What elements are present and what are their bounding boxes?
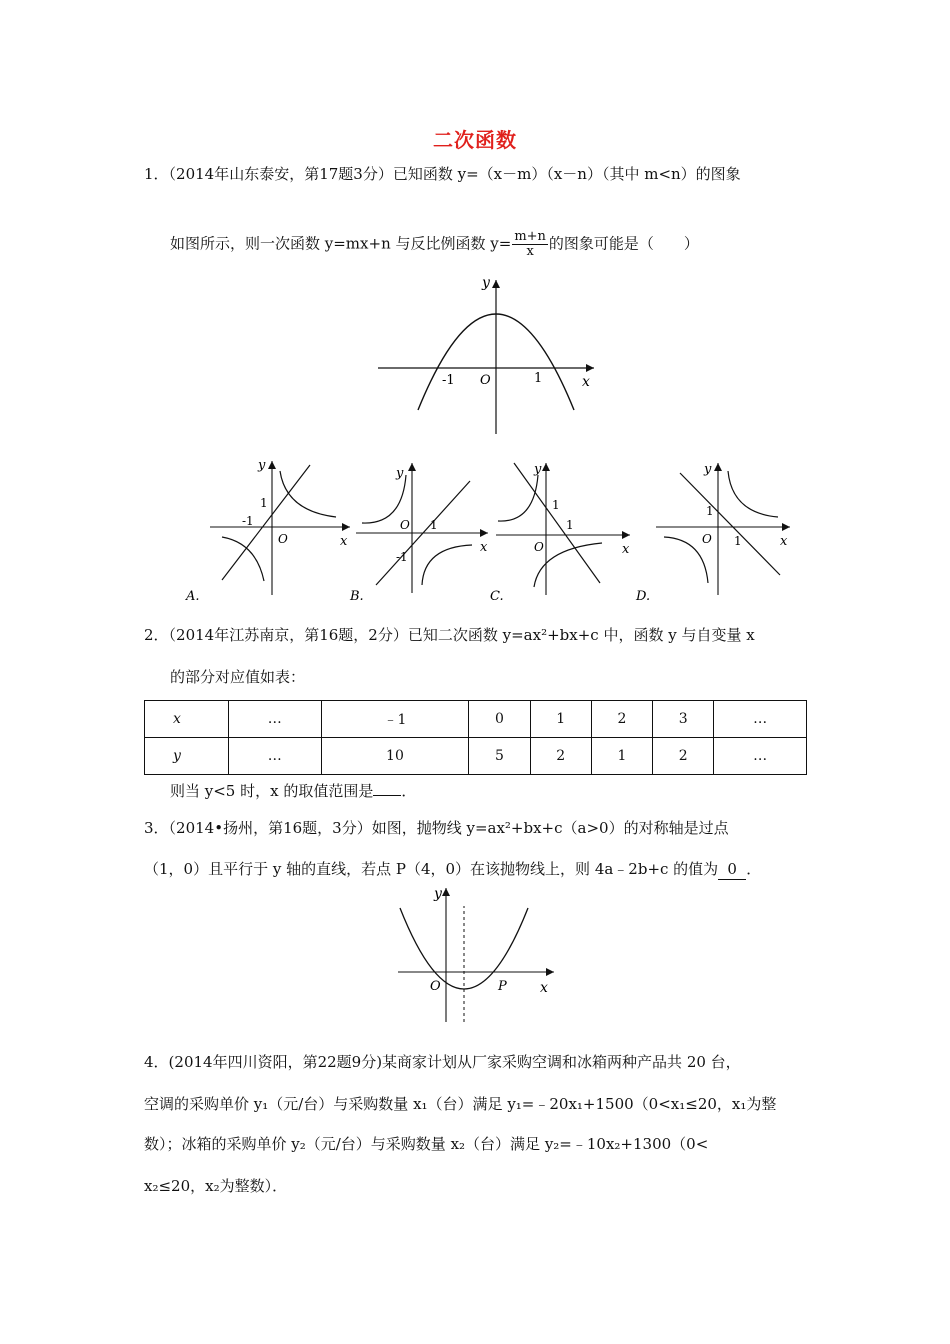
- q1-line1: 1．（2014年山东泰安，第17题3分）已知函数 y=（x－m）（x－n）（其中 m<n）的图象: [144, 165, 741, 183]
- q3-parabola-graph: [392, 880, 562, 1025]
- q1-line2-pre: 如图所示，则一次函数 y=mx+n 与反比例函数 y=: [170, 234, 512, 253]
- q3-line2-post: ．: [746, 860, 762, 878]
- q4-line3: 数）；冰箱的采购单价 y₂（元/台）与采购数量 x₂（台）满足 y₂=﹣10x₂+1300（0<: [144, 1135, 709, 1153]
- q4-line4: x₂≤20，x₂为整数）．: [144, 1177, 288, 1195]
- q3-line2-pre: （1，0）且平行于 y 轴的直线，若点 P（4，0）在该抛物线上，则 4a﹣2b+c 的值为: [144, 860, 719, 878]
- table-cell: …: [229, 738, 322, 775]
- table-cell: y: [145, 738, 229, 775]
- q3-line1: 3．（2014•扬州，第16题，3分）如图，抛物线 y=ax²+bx+c（a>0）的对称轴是过点: [144, 819, 729, 837]
- q1-d-letter: D.: [636, 589, 651, 604]
- q1-d-x: x: [780, 534, 788, 549]
- q2-answer-post: ．: [401, 782, 417, 800]
- table-cell: ﹣1: [321, 701, 469, 738]
- q1-b-y: y: [396, 466, 404, 481]
- table-cell: 0: [469, 701, 530, 738]
- table-cell: x: [145, 701, 229, 738]
- q3-x-label: x: [540, 980, 548, 996]
- q3-line2: [144, 859, 761, 880]
- q1-line2-post: 的图象可能是（ ）: [548, 234, 699, 253]
- q1-a-l2: -1: [242, 514, 254, 528]
- q1-frac-den: x: [526, 244, 534, 259]
- q3-point-p: P: [498, 979, 507, 994]
- table-cell: 2: [530, 738, 591, 775]
- q3-y-label: y: [434, 886, 442, 902]
- q1-b-o: O: [400, 518, 410, 532]
- q2-line2: 的部分对应值如表：: [170, 668, 306, 686]
- q1-fraction: [512, 230, 548, 259]
- q1-line2: [170, 230, 699, 259]
- q1-main-pos1: 1: [534, 371, 543, 386]
- table-cell: …: [714, 701, 807, 738]
- q1-b-l1: 1: [430, 518, 438, 532]
- table-row-x: [145, 701, 807, 738]
- q1-a-o: O: [278, 532, 288, 546]
- q2-value-table: [144, 700, 807, 775]
- q1-c-l2: 1: [566, 518, 574, 532]
- q4-line2: 空调的采购单价 y₁（元/台）与采购数量 x₁（台）满足 y₁=﹣20x₁+1500（0<x₁≤20，x₁为整: [144, 1095, 777, 1113]
- q1-d-y: y: [704, 462, 712, 477]
- q1-main-neg1: -1: [442, 373, 455, 388]
- q2-line1: 2．（2014年江苏南京，第16题，2分）已知二次函数 y=ax²+bx+c 中，函数 y 与自变量 x: [144, 626, 755, 644]
- q1-option-b-graph: [350, 455, 500, 605]
- table-cell: …: [714, 738, 807, 775]
- q1-d-l2: 1: [734, 534, 742, 548]
- q3-origin: O: [430, 979, 441, 994]
- page-title: 二次函数: [433, 128, 517, 152]
- table-cell: 1: [530, 701, 591, 738]
- q2-answer-pre: 则当 y<5 时，x 的取值范围是: [170, 782, 374, 800]
- table-cell: 5: [469, 738, 530, 775]
- q1-a-letter: A.: [186, 589, 200, 604]
- q1-d-o: O: [702, 532, 712, 546]
- q1-b-letter: B.: [350, 589, 364, 604]
- q1-main-x-label: x: [582, 374, 590, 390]
- table-cell: 2: [591, 701, 652, 738]
- q1-main-y-label: y: [482, 275, 490, 291]
- q2-answer-line: [170, 781, 416, 801]
- q1-c-x: x: [622, 542, 630, 557]
- table-cell: 2: [653, 738, 714, 775]
- q1-b-l2: -1: [396, 550, 408, 564]
- q1-c-y: y: [534, 462, 542, 477]
- q1-option-d-graph: [636, 455, 800, 605]
- q1-main-origin: O: [480, 373, 491, 388]
- q1-d-l1: 1: [706, 504, 714, 518]
- q3-answer-blank: 0: [718, 859, 746, 880]
- table-cell: 3: [653, 701, 714, 738]
- table-row-y: [145, 738, 807, 775]
- q1-a-l1: 1: [260, 496, 268, 510]
- q1-a-x: x: [340, 534, 348, 549]
- table-cell: 1: [591, 738, 652, 775]
- q1-c-letter: C.: [490, 589, 504, 604]
- q1-b-x: x: [480, 540, 488, 555]
- q4-line1: 4．(2014年四川资阳，第22题9分)某商家计划从厂家采购空调和冰箱两种产品共 20 台，: [144, 1053, 741, 1071]
- q1-option-a-graph: [186, 455, 360, 605]
- q1-c-l1: 1: [552, 498, 560, 512]
- q1-frac-num: m+n: [514, 229, 546, 244]
- table-cell: 10: [321, 738, 469, 775]
- q1-c-o: O: [534, 540, 544, 554]
- q1-main-graph: [370, 272, 600, 437]
- q1-option-c-graph: [490, 455, 640, 605]
- q1-a-y: y: [258, 458, 266, 473]
- q2-answer-blank: [373, 795, 401, 796]
- table-cell: …: [229, 701, 322, 738]
